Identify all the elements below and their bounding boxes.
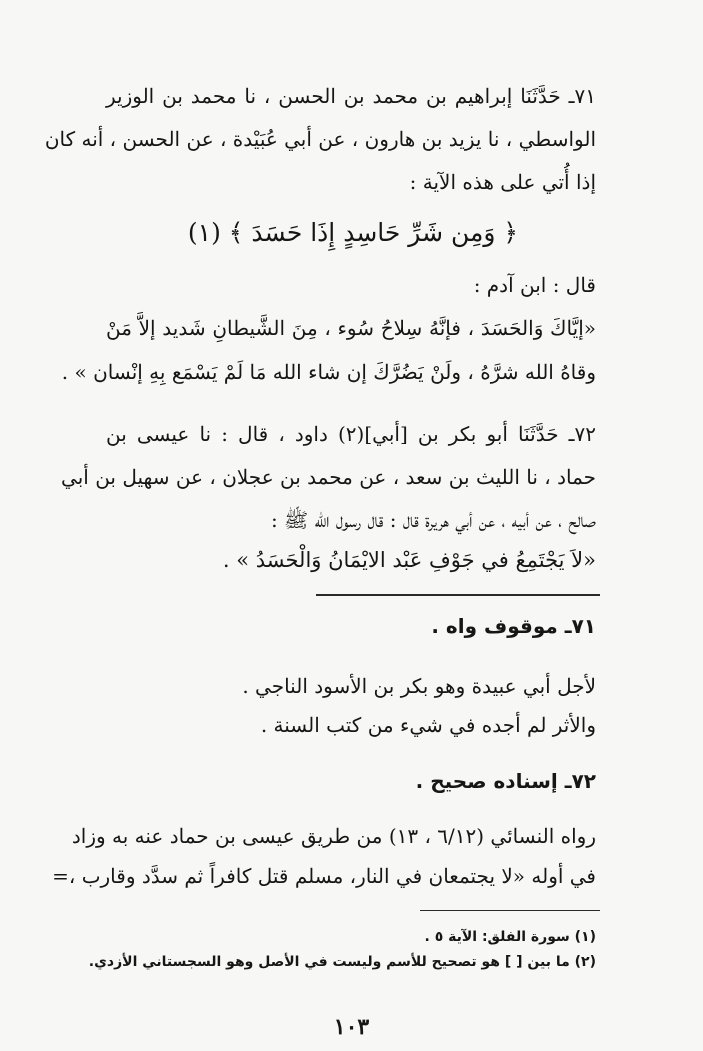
commentary-71-heading: ٧١ـ موقوف واه . (431, 614, 596, 638)
page-number: ١٠٣ (333, 1014, 370, 1040)
hadith-72-matn: «لاَ يَجْتَمِعُ في جَوْفِ عَبْد الايْمَانُ وَالْحَسَدُ » . (222, 548, 596, 572)
commentary-71-line-1: لأجل أبي عبيدة وهو بكر بن الأسود الناجي . (242, 674, 596, 698)
quran-verse: ﴿ وَمِن شَرِّ حَاسِدٍ إِذَا حَسَدَ ﴾ (١) (187, 218, 519, 247)
hadith-71-line-3: إذا أُتي على هذه الآية : (409, 170, 596, 194)
hadith-72-line-1: ٧٢ـ حَدَّثَنَا أبو بكر بن [أبي](٢) داود ، قال : نا عيسى بن (106, 422, 596, 446)
commentary-72-line-2: في أوله «لا يجتمعان في النار، مسلم قتل كافراً ثم سدَّد وقارب ،= (52, 864, 596, 888)
hadith-71-line-1: ٧١ـ حَدَّثَنَا إبراهيم بن محمد بن الحسن ، نا محمد بن الوزير (106, 84, 596, 108)
commentary-72-heading: ٧٢ـ إسناده صحيح . (415, 769, 596, 793)
hadith-71-line-2: الواسطي ، نا يزيد بن هارون ، عن أبي عُبَيْدة ، عن الحسن ، أنه كان (44, 127, 596, 151)
footnote-2: (٢) ما بين [ ] هو تصحيح للأسم وليست في الأصل وهو السجستاني الأزدي. (88, 954, 596, 970)
commentary-72-line-1: رواه النسائي (٦/١٢ ، ١٣) من طريق عيسى بن حماد عنه به وزاد (71, 824, 596, 848)
hadith-71-quote-line-1: «إيَّاكَ وَالحَسَدَ ، فإنَّهُ سِلاحُ سُوء ، مِنَ الشَّيطانِ شَديد إلاَّ مَنْ (106, 316, 596, 340)
hadith-72-line-2: حماد ، نا الليث بن سعد ، عن محمد بن عجلان ، عن سهيل بن أبي (61, 465, 596, 489)
commentary-71-line-2: والأثر لم أجده في شيء من كتب السنة . (260, 713, 596, 737)
footnote-divider (420, 910, 600, 911)
hadith-71-quote-line-2: وقاهُ الله شرَّهُ ، ولَنْ يَضُرَّكَ إن شاء الله مَا لَمْ يَسْمَع بِهِ إنْسان » . (61, 360, 596, 384)
footnote-1: (١) سورة الفلق: الآية ٥ . (424, 929, 596, 945)
section-divider (316, 594, 600, 596)
hadith-72-line-3: صالح ، عن أبيه ، عن أبي هريرة قال : قال رسول الله ﷺ : (270, 508, 596, 532)
hadith-71-speaker: قال : ابن آدم : (473, 273, 596, 297)
